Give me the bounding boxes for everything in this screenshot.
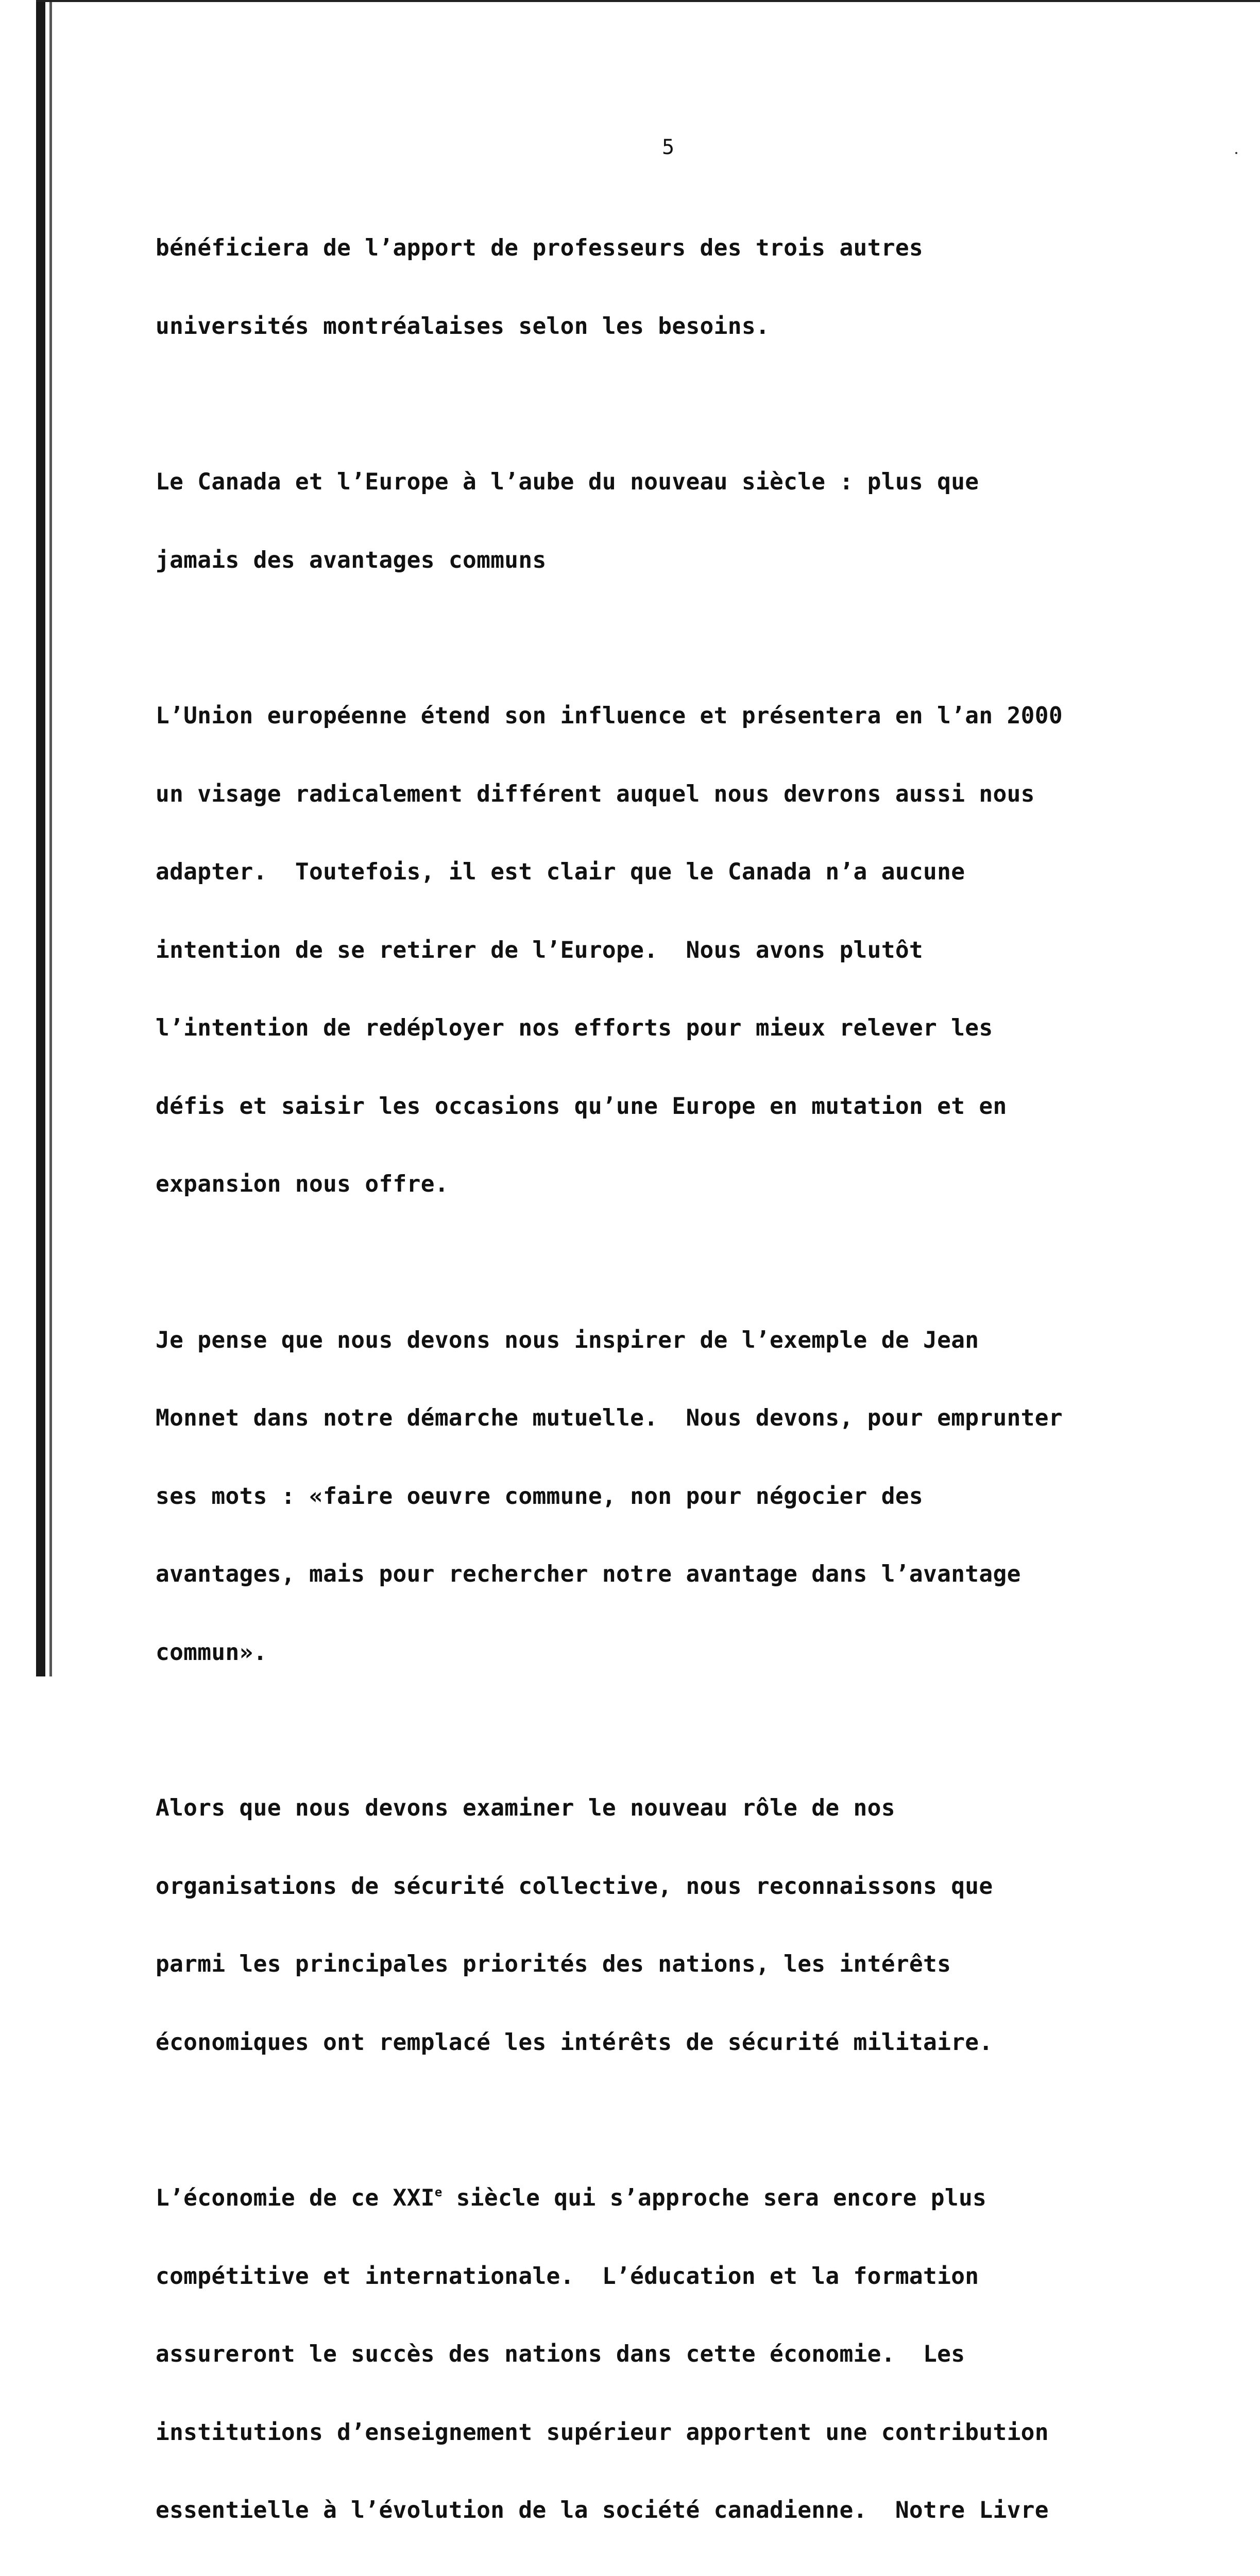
text-line: économiques ont remplacé les intérêts de sécurité militaire. bbox=[156, 2030, 1196, 2056]
paragraph bbox=[156, 1276, 1196, 1718]
text-line: institutions d’enseignement supérieur apportent une contribution bbox=[156, 2420, 1196, 2446]
text-line: avantages, mais pour rechercher notre avantage dans l’avantage bbox=[156, 1562, 1196, 1588]
scan-speck bbox=[1235, 152, 1237, 154]
text-line: ses mots : «faire oeuvre commune, non pour négocier des bbox=[156, 1484, 1196, 1510]
text-line bbox=[156, 2185, 1196, 2212]
scan-top-edge bbox=[36, 0, 1260, 2]
text-line: bénéficiera de l’apport de professeurs des trois autres bbox=[156, 235, 1196, 262]
superscript: e bbox=[435, 2185, 442, 2199]
text-line: compétitive et internationale. L’éducation et la formation bbox=[156, 2264, 1196, 2290]
text-line: assureront le succès des nations dans cette économie. Les bbox=[156, 2342, 1196, 2368]
document-body bbox=[156, 183, 1196, 2576]
text-line: un visage radicalement différent auquel nous devrons aussi nous bbox=[156, 782, 1196, 808]
text-line: parmi les principales priorités des nations, les intérêts bbox=[156, 1952, 1196, 1978]
text-line: universités montréalaises selon les besoins. bbox=[156, 314, 1196, 340]
text-line: intention de se retirer de l’Europe. Nous avons plutôt bbox=[156, 938, 1196, 964]
heading-line: jamais des avantages communs bbox=[156, 548, 1196, 574]
text-line: défis et saisir les occasions qu’une Europe en mutation et en bbox=[156, 1094, 1196, 1120]
page-number: 5 bbox=[662, 135, 674, 160]
text-line: expansion nous offre. bbox=[156, 1172, 1196, 1198]
paragraph bbox=[156, 2133, 1196, 2576]
paragraph bbox=[156, 183, 1196, 392]
text-line: Monnet dans notre démarche mutuelle. Nous devons, pour emprunter bbox=[156, 1405, 1196, 1432]
text-fragment: L’économie de ce XXI bbox=[156, 2185, 435, 2211]
text-line: essentielle à l’évolution de la société canadienne. Notre Livre bbox=[156, 2498, 1196, 2524]
text-line: L’Union européenne étend son influence et présentera en l’an 2000 bbox=[156, 703, 1196, 730]
scan-left-edge bbox=[36, 0, 45, 1676]
section-heading bbox=[156, 417, 1196, 625]
paragraph bbox=[156, 1743, 1196, 2108]
heading-line: Le Canada et l’Europe à l’aube du nouveau siècle : plus que bbox=[156, 469, 1196, 496]
text-line: organisations de sécurité collective, nous reconnaissons que bbox=[156, 1874, 1196, 1900]
text-line: Alors que nous devons examiner le nouveau rôle de nos bbox=[156, 1795, 1196, 1822]
paragraph bbox=[156, 651, 1196, 1250]
text-line: commun». bbox=[156, 1640, 1196, 1666]
text-line: l’intention de redéployer nos efforts pour mieux relever les bbox=[156, 1015, 1196, 1042]
scan-left-edge-line bbox=[49, 0, 52, 1676]
text-fragment: siècle qui s’approche sera encore plus bbox=[442, 2185, 987, 2211]
text-line: Je pense que nous devons nous inspirer de l’exemple de Jean bbox=[156, 1328, 1196, 1354]
text-line: adapter. Toutefois, il est clair que le Canada n’a aucune bbox=[156, 859, 1196, 886]
